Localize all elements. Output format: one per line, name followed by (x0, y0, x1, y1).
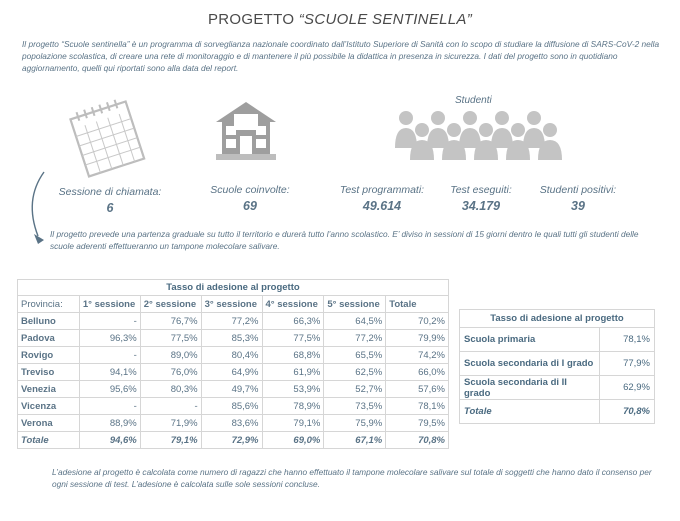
page-title: PROGETTO “SCUOLE SENTINELLA” (207, 11, 473, 28)
school-type-cell: Scuola primaria (460, 328, 600, 352)
total-label-cell: Totale (460, 400, 600, 424)
value-cell: 78,1% (600, 328, 655, 352)
value-cell: 88,9% (79, 415, 140, 432)
province-adhesion-table (17, 279, 449, 449)
calendar-icon (68, 95, 146, 186)
value-cell: 49,7% (201, 381, 262, 398)
province-cell: Padova (18, 330, 80, 347)
stat-tests-done-value: 34.179 (461, 199, 501, 213)
value-cell: 64,5% (324, 313, 386, 330)
value-cell: 95,6% (79, 381, 140, 398)
column-header: 2° sessione (140, 296, 201, 313)
value-cell: 78,9% (262, 398, 324, 415)
students-group-icon (394, 108, 566, 165)
value-cell: 94,1% (79, 364, 140, 381)
table-header-row (18, 296, 449, 313)
column-header: 4° sessione (262, 296, 324, 313)
value-cell: 66,0% (386, 364, 449, 381)
value-cell: 79,9% (386, 330, 449, 347)
column-header: 5° sessione (324, 296, 386, 313)
value-cell: 77,2% (201, 313, 262, 330)
column-header: Provincia: (18, 296, 80, 313)
total-value-cell: 79,1% (140, 432, 201, 449)
value-cell: 52,7% (324, 381, 386, 398)
province-cell: Verona (18, 415, 80, 432)
value-cell: 70,2% (386, 313, 449, 330)
province-cell: Belluno (18, 313, 80, 330)
stat-sessions-value: 6 (106, 201, 114, 215)
school-building-icon (212, 100, 280, 167)
stat-positive-label: Studenti positivi: (539, 184, 617, 196)
value-cell: 62,5% (324, 364, 386, 381)
stat-sessions-label: Sessione di chiamata: (58, 186, 162, 198)
stat-tests-done-label: Test eseguiti: (450, 184, 512, 196)
value-cell: 65,5% (324, 347, 386, 364)
value-cell: 77,5% (140, 330, 201, 347)
table-row (18, 347, 449, 364)
table-row (18, 415, 449, 432)
school-type-adhesion-table (459, 309, 655, 424)
table-total-row (460, 400, 655, 424)
value-cell: 57,6% (386, 381, 449, 398)
value-cell: 85,3% (201, 330, 262, 347)
table-row (18, 364, 449, 381)
value-cell: 75,9% (324, 415, 386, 432)
table-row (18, 398, 449, 415)
value-cell: 74,2% (386, 347, 449, 364)
value-cell: 61,9% (262, 364, 324, 381)
province-cell: Treviso (18, 364, 80, 381)
value-cell: 96,3% (79, 330, 140, 347)
footnote: L’adesione al progetto è calcolata come numero di ragazzi che hanno effettuato il tampone molecolare salivare sul totale di soggetti che hanno dato il consenso per ogni sessione di test. L’adesione è calcolata sulle sole sessioni concluse. (52, 467, 652, 490)
total-value-cell: 70,8% (386, 432, 449, 449)
value-cell: 77,9% (600, 352, 655, 376)
value-cell: - (79, 313, 140, 330)
stat-schools-label: Scuole coinvolte: (210, 184, 290, 196)
province-cell: Venezia (18, 381, 80, 398)
table-row (18, 381, 449, 398)
total-value-cell: 94,6% (79, 432, 140, 449)
value-cell: 76,7% (140, 313, 201, 330)
table-total-row (18, 432, 449, 449)
school-type-cell: Scuola secondaria di I grado (460, 352, 600, 376)
table-row (460, 376, 655, 400)
stat-positive-value: 39 (571, 199, 585, 213)
value-cell: 64,9% (201, 364, 262, 381)
value-cell: 79,1% (262, 415, 324, 432)
column-header: 3° sessione (201, 296, 262, 313)
total-label-cell: Totale (18, 432, 80, 449)
stat-schools-value: 69 (243, 199, 257, 213)
value-cell: 71,9% (140, 415, 201, 432)
province-cell: Rovigo (18, 347, 80, 364)
curved-arrow-icon (22, 170, 50, 253)
total-value-cell: 70,8% (600, 400, 655, 424)
value-cell: - (140, 398, 201, 415)
value-cell: 79,5% (386, 415, 449, 432)
value-cell: 77,2% (324, 330, 386, 347)
table-row (18, 313, 449, 330)
value-cell: 66,3% (262, 313, 324, 330)
project-note: Il progetto prevede una partenza graduale su tutto il territorio e durerà tutto l’anno scolastico. E’ diviso in sessioni di 15 giorni dentro le quali tutti gli studenti delle scuole aderenti effettueranno un tampone molecolare salivare. (50, 229, 639, 251)
value-cell: 76,0% (140, 364, 201, 381)
school-type-cell: Scuola secondaria di II grado (460, 376, 600, 400)
province-table-caption: Tasso di adesione al progetto (18, 280, 449, 296)
stat-tests-planned-label: Test programmati: (339, 184, 425, 196)
column-header: 1° sessione (79, 296, 140, 313)
table-row (460, 352, 655, 376)
total-value-cell: 67,1% (324, 432, 386, 449)
value-cell: - (79, 347, 140, 364)
province-cell: Vicenza (18, 398, 80, 415)
column-header: Totale (386, 296, 449, 313)
value-cell: 68,8% (262, 347, 324, 364)
value-cell: 83,6% (201, 415, 262, 432)
value-cell: 80,4% (201, 347, 262, 364)
value-cell: 53,9% (262, 381, 324, 398)
value-cell: 62,9% (600, 376, 655, 400)
value-cell: 89,0% (140, 347, 201, 364)
value-cell: 78,1% (386, 398, 449, 415)
total-value-cell: 69,0% (262, 432, 324, 449)
value-cell: - (79, 398, 140, 415)
table-row (18, 330, 449, 347)
value-cell: 80,3% (140, 381, 201, 398)
value-cell: 73,5% (324, 398, 386, 415)
table-row (460, 328, 655, 352)
students-heading: Studenti (455, 95, 492, 106)
value-cell: 77,5% (262, 330, 324, 347)
intro-paragraph: Il progetto “Scuole sentinella” è un programma di sorveglianza nazionale coordinato dall’Istituto Superiore di Sanità con lo scopo di studiare la diffusione di SARS-CoV-2 nella popolazione scolastica, di creare una rete di monitoraggio e di mantenere il più possibile la didattica in presenza in sicurezza. I dati del progetto sono in quotidiano aggiornamento, quelli qui riportati sono alla data del report. (22, 39, 660, 74)
value-cell: 85,6% (201, 398, 262, 415)
stat-tests-planned-value: 49.614 (362, 199, 402, 213)
total-value-cell: 72,9% (201, 432, 262, 449)
school-table-caption: Tasso di adesione al progetto (460, 310, 655, 328)
